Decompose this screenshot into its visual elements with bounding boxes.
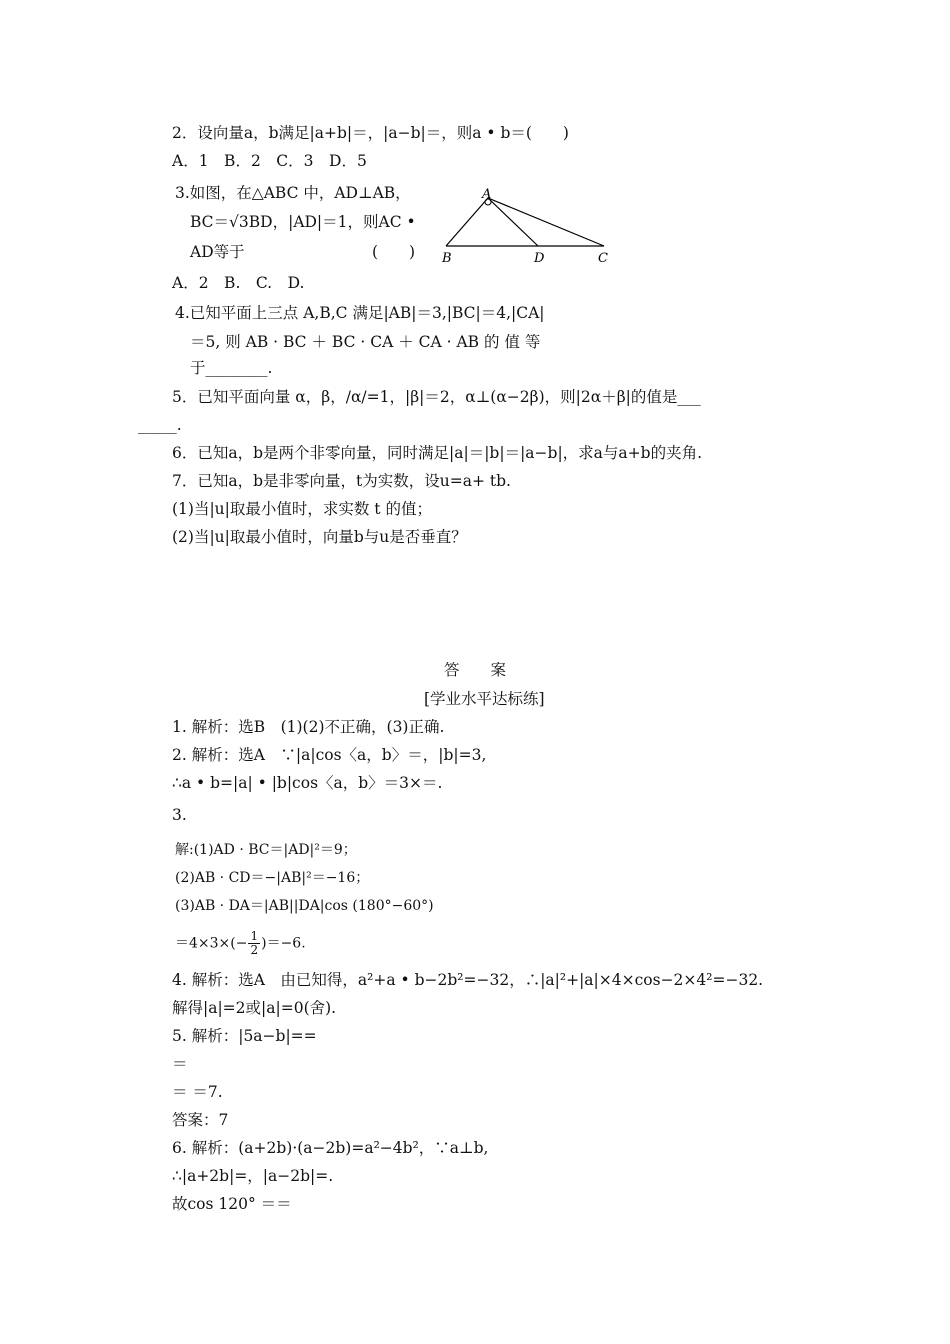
fraction-numerator: 1 [250, 929, 259, 943]
q7-part1: (1)当|u|取最小值时，求实数 t 的值； [172, 500, 432, 518]
fraction-denominator: 2 [250, 943, 259, 957]
answer-3-step4 [175, 930, 306, 957]
q3-line3: AD等于 [190, 243, 245, 261]
q3-line1: 3.如图，在△ABC 中，AD⊥AB， [175, 184, 411, 202]
answer-2-line2: ∴a • b=|a| • |b|cos〈a，b〉＝3×＝. [172, 774, 443, 792]
q2-options: A．1 B．2 C．3 D．5 [172, 152, 367, 170]
label-C: C [598, 251, 608, 266]
q3-options: A．2 B. C. D. [172, 274, 305, 292]
answer-4-line2: 解得|a|=2或|a|=0(舍). [172, 999, 337, 1017]
q4-line2: ＝5, 则 AB · BC ＋ BC · CA ＋ CA · AB 的 值 等 [190, 333, 541, 351]
answer-5-line2: ＝ [172, 1055, 188, 1073]
answer-3-step4-suffix: )＝−6. [261, 935, 306, 952]
answer-5-line3: ＝ ＝7. [172, 1083, 223, 1101]
answer-1: 1. 解析：选B (1)(2)不正确，(3)正确. [172, 718, 445, 736]
answer-3-step3: (3)AB · DA＝|AB||DA|cos (180°−60°) [175, 898, 434, 914]
answer-3: 3. [172, 806, 187, 824]
answer-5-line4: 答案：7 [172, 1111, 229, 1129]
answers-title: 答 案 [443, 661, 506, 679]
answer-3-step4-prefix: ＝4×3×(− [175, 935, 248, 952]
answer-4-line1: 4. 解析：选A 由已知得，a²+a • b−2b²=−32，∴|a|²+|a|×4×cos−2×4²=−32. [172, 971, 764, 989]
answer-6-line1: 6. 解析：(a+2b)·(a−2b)=a²−4b²，∵a⊥b, [172, 1139, 489, 1157]
q4-line3: 于________. [190, 359, 273, 377]
q7-text: 7．已知a，b是非零向量，t为实数，设u=a+ tb. [172, 472, 511, 490]
label-D: D [534, 251, 545, 266]
answer-3-step1: 解:(1)AD · BC＝|AD|²＝9； [175, 842, 357, 858]
q3-paren: ( ) [372, 243, 416, 261]
label-A: A [482, 187, 492, 202]
answer-6-line3: 故cos 120° ＝＝ [172, 1195, 292, 1213]
q4-line1: 4.已知平面上三点 A,B,C 满足|AB|＝3,|BC|＝4,|CA| [175, 304, 545, 322]
answer-6-line2: ∴|a+2b|=，|a−2b|=. [172, 1167, 334, 1185]
q7-part2: (2)当|u|取最小值时，向量b与u是否垂直？ [172, 528, 467, 546]
q3-line2: BC＝√3BD，|AD|＝1，则AC • [190, 213, 416, 231]
label-B: B [442, 251, 452, 266]
answer-5-line1: 5. 解析：|5a−b|== [172, 1027, 317, 1045]
q5-line1: 5．已知平面向量 α，β，/α/=1，|β|＝2，α⊥(α−2β)，则|2α＋β|的值是___ [172, 388, 701, 406]
q6-text: 6．已知a，b是两个非零向量，同时满足|a|＝|b|＝|a−b|，求a与a+b的夹角. [172, 444, 702, 462]
answer-3-step2: (2)AB · CD＝−|AB|²＝−16； [175, 870, 370, 886]
answer-2-line1: 2. 解析：选A ∵|a|cos〈a，b〉＝，|b|=3, [172, 746, 487, 764]
q5-line2: _____. [138, 416, 182, 434]
q2-text: 2．设向量a，b满足|a+b|＝，|a−b|＝，则a • b＝( ) [172, 124, 569, 142]
answers-subtitle: [学业水平达标练] [424, 690, 545, 708]
triangle-figure [432, 186, 632, 276]
